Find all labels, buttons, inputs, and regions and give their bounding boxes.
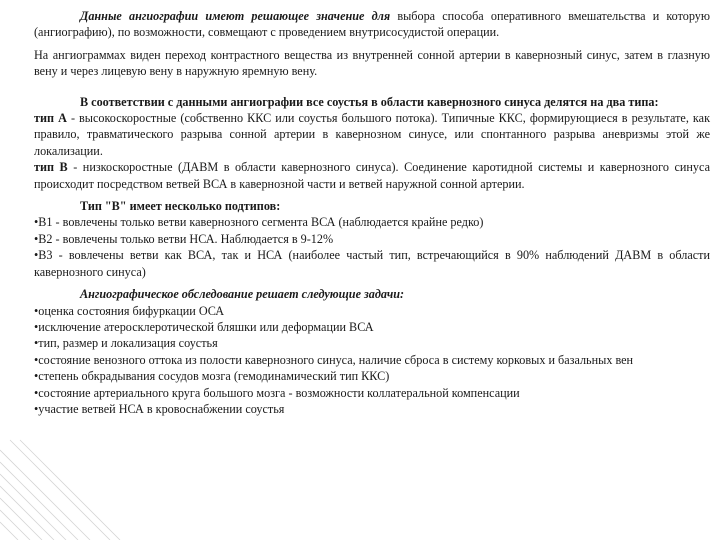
subtype-item: •В2 - вовлечены только ветви НСА. Наблюдается в 9-12%	[34, 231, 334, 246]
classification-heading: В соответствии с данными ангиографии все соустья в области кавернозного синуса делятся на два типа:	[80, 94, 659, 109]
type-b-paragraph	[34, 159, 710, 192]
subtypes-heading: Тип "В" имеет несколько подтипов:	[80, 199, 281, 214]
tasks-list	[34, 303, 710, 418]
tasks-heading: Ангиографическое обследование решает следующие задачи:	[80, 287, 405, 302]
task-item: •исключение атеросклеротической бляшки или деформации ВСА	[34, 319, 374, 334]
type-a-paragraph	[34, 110, 710, 159]
task-item: •состояние артериального круга большого мозга - возможности коллатеральной компенсации	[34, 385, 520, 400]
task-item: •тип, размер и локализация соустья	[34, 336, 218, 351]
type-b-text: - низкоскоростные (ДАВМ в области кавернозного синуса). Соединение каротидной системы и кавернозного синуса происходит посредством ветвей ВСА в кавернозной части и ветвей наружной сонной артерии.	[34, 160, 710, 191]
subtypes-list	[34, 214, 710, 280]
task-item: •степень обкрадывания сосудов мозга (гемодинамический тип ККС)	[34, 369, 390, 384]
document-page	[34, 0, 710, 540]
intro-emphasis: Данные ангиографии имеют решающее значение для	[80, 9, 391, 23]
task-item: •состояние венозного оттока из полости кавернозного синуса, наличие сброса в систему корковых и базальных вен	[34, 352, 634, 367]
intro-paragraph	[34, 8, 710, 41]
task-item: •участие ветвей НСА в кровоснабжении соустья	[34, 401, 285, 416]
subtype-item: •В1 - вовлечены только ветви кавернозного сегмента ВСА (наблюдается крайне редко)	[34, 215, 484, 230]
type-a-text: - высокоскоростные (собственно ККС или соустья большого потока). Типичные ККС, формирующиеся в результате, как правило, травматического разрыва сонной артерии в кавернозном синусе, или спонтанного разрыва аневризмы этой же локализации.	[34, 111, 710, 158]
subtype-item: •В3 - вовлечены ветви как ВСА, так и НСА (наиболее частый тип, встречающийся в 90% наблюдений ДАВМ в области кавернозного синуса)	[34, 248, 710, 279]
intro-text: выбора способа оперативного вмешательства и которую (ангиографию), по возможности, совмещают с проведением внутрисосудистой операции.	[34, 9, 711, 40]
task-item: •оценка состояния бифуркации ОСА	[34, 303, 225, 318]
type-b-label: тип В	[34, 160, 68, 175]
angiogram-paragraph: На ангиограммах виден переход контрастного вещества из внутренней сонной артерии в кавернозный синус, затем в глазную вену и через лицевую вену в наружную яремную вену.	[34, 47, 710, 79]
type-a-label: тип А	[34, 111, 67, 126]
